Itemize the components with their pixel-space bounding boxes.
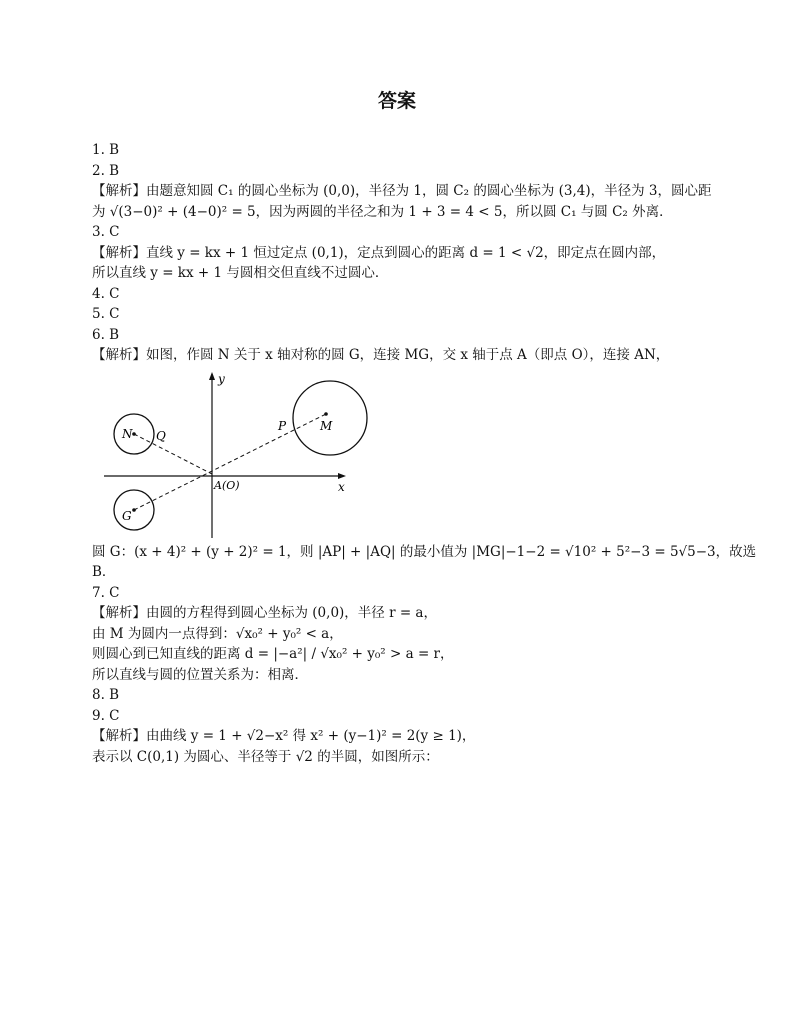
answer-line: 【解析】如图，作圆 N 关于 x 轴对称的圆 G，连接 MG，交 x 轴于点 A（即点 O），连接 AN， bbox=[92, 347, 670, 363]
answer-line: 2. B bbox=[92, 162, 120, 179]
label-g: G bbox=[122, 508, 132, 523]
answer-line: 【解析】由曲线 y = 1 + √2−x² 得 x² + (y−1)² = 2(y ≥ 1)， bbox=[92, 728, 476, 744]
answer-line: 所以直线 y = kx + 1 与圆相交但直线不过圆心． bbox=[92, 265, 389, 281]
answer-line: 【解析】由圆的方程得到圆心坐标为 (0,0)，半径 r = a， bbox=[92, 605, 437, 621]
answer-line: 7. C bbox=[92, 584, 120, 601]
label-n: N bbox=[122, 426, 133, 441]
answer-line: 4. C bbox=[92, 285, 120, 302]
answer-line: 表示以 C(0,1) 为圆心、半径等于 √2 的半圆，如图所示： bbox=[92, 748, 439, 765]
answer-line: 所以直线与圆的位置关系为：相离． bbox=[92, 666, 308, 683]
page-title: 答案 bbox=[377, 90, 416, 112]
answer-line: 由 M 为圆内一点得到：√x₀² + y₀² < a， bbox=[92, 625, 343, 642]
circle-diagram bbox=[100, 370, 370, 540]
answer-line: 3. C bbox=[92, 224, 120, 240]
label-p: P bbox=[278, 418, 287, 433]
answer-line: B． bbox=[92, 564, 116, 580]
answer-content bbox=[92, 140, 757, 767]
answer-line: 圆 G：(x + 4)² + (y + 2)² = 1，则 |AP| + |AQ| 的最小值为 |MG|−1−2 = √10² + 5²−3 = 5√5−3，故选 bbox=[92, 543, 757, 560]
answer-line: 8. B bbox=[92, 687, 120, 703]
answer-line: 9. C bbox=[92, 707, 120, 724]
y-axis-label: y bbox=[218, 371, 225, 386]
circle-m bbox=[293, 381, 367, 455]
answer-line: 为 √(3−0)² + (4−0)² = 5，因为两圆的半径之和为 1 + 3 = 4 < 5，所以圆 C₁ 与圆 C₂ 外离． bbox=[92, 203, 673, 220]
label-a: A(O) bbox=[214, 478, 240, 492]
label-q: Q bbox=[156, 428, 166, 443]
answer-line: 6. B bbox=[92, 326, 120, 343]
label-m: M bbox=[320, 418, 333, 433]
answer-line: 1. B bbox=[92, 142, 120, 158]
answer-line: 5. C bbox=[92, 306, 120, 322]
x-axis-label: x bbox=[338, 479, 345, 494]
answer-line: 则圆心到已知直线的距离 d = |−a²| / √x₀² + y₀² > a = r， bbox=[92, 646, 454, 662]
answer-line: 【解析】直线 y = kx + 1 恒过定点 (0,1)，定点到圆心的距离 d = 1 < √2，即定点在圆内部， bbox=[92, 244, 666, 261]
answer-line: 【解析】由题意知圆 C₁ 的圆心坐标为 (0,0)，半径为 1，圆 C₂ 的圆心坐标为 (3,4)，半径为 3，圆心距 bbox=[92, 183, 712, 199]
